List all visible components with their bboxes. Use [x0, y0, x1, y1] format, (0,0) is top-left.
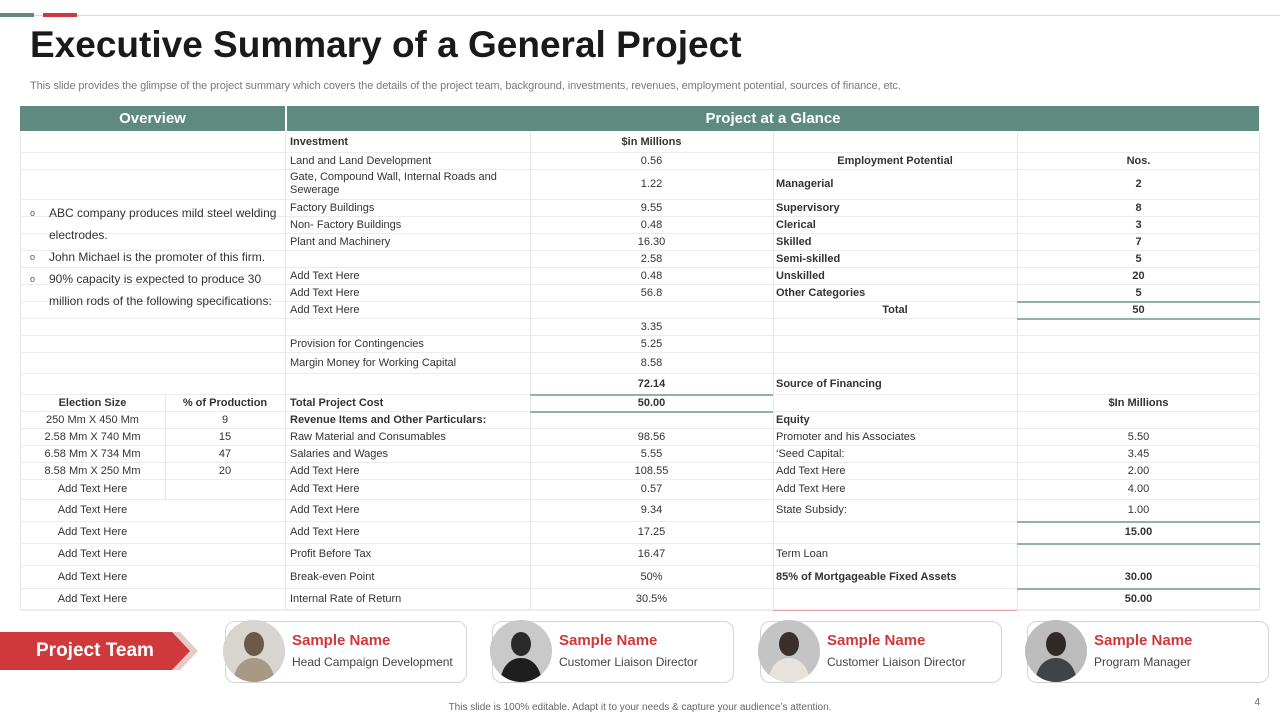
equity-label: Equity	[776, 413, 810, 426]
subtotal-rule	[530, 394, 773, 396]
employment-category: Other Categories	[776, 286, 866, 299]
employment-category: Supervisory	[776, 201, 840, 214]
grid-line	[285, 132, 286, 610]
revenue-value: 98.56	[637, 430, 666, 443]
table-bottom-rule	[20, 609, 1260, 610]
overview-bullet-text: 90% capacity is expected to produce 30 million rods of the following specifications:	[49, 272, 272, 308]
spec-size: 8.58 Mm X 250 Mm	[44, 464, 141, 477]
total-project-cost-value: 50.00	[637, 396, 666, 409]
team-member-role: Head Campaign Development	[292, 655, 453, 669]
equity-total-rule	[1017, 543, 1260, 545]
financing-grand-total: 50.00	[1124, 593, 1153, 605]
spec-size: Add Text Here	[57, 504, 128, 516]
page-subtitle: This slide provides the glimpse of the project summary which covers the details of the project team, background, investments, revenues, employment potential, sources of finance, etc.	[30, 80, 901, 92]
specs-header-production: % of Production	[182, 396, 268, 409]
overview-bullet-text: John Michael is the promoter of this firm.	[49, 250, 266, 264]
employment-category: Skilled	[776, 235, 812, 248]
team-member-name: Sample Name	[827, 632, 926, 649]
overview-bullet-text: ABC company produces mild steel welding electrodes.	[49, 206, 277, 242]
spec-size: Add Text Here	[57, 526, 128, 538]
team-member-avatar	[490, 620, 552, 682]
spec-size: 250 Mm X 450 Mm	[46, 413, 139, 426]
page-number: 4	[1254, 697, 1260, 708]
investment-item	[290, 318, 527, 335]
investment-value: 16.30	[637, 235, 666, 248]
revenue-item: Internal Rate of Return	[290, 593, 402, 605]
spec-production: 20	[218, 464, 232, 477]
revenue-item: Break-even Point	[290, 570, 375, 583]
spec-size: 2.58 Mm X 740 Mm	[44, 430, 141, 443]
employment-count: 5	[1135, 252, 1142, 265]
spec-size: Add Text Here	[57, 593, 128, 605]
revenue-value: 50%	[640, 570, 663, 583]
team-member-avatar	[223, 620, 285, 682]
financing-value: 5.50	[1127, 430, 1150, 443]
employment-category: Semi-skilled	[776, 252, 841, 265]
revenue-item: Add Text Here	[290, 483, 360, 495]
revenue-item: Raw Material and Consumables	[290, 430, 446, 443]
investment-item: Gate, Compound Wall, Internal Roads and Sewerage	[290, 171, 497, 196]
grand-total-rule	[1017, 588, 1260, 590]
financing-value: 3.45	[1127, 447, 1150, 460]
spec-size: Add Text Here	[57, 483, 128, 495]
financing-item: Promoter and his Associates	[776, 430, 916, 443]
financing-unit-header: $In Millions	[1108, 396, 1169, 409]
revenue-item: Salaries and Wages	[290, 447, 389, 460]
top-line	[0, 15, 1280, 16]
bullet-icon: o	[30, 208, 36, 218]
investment-header: Investment	[290, 136, 349, 148]
investment-value: 2.58	[640, 252, 663, 265]
team-member-avatar	[758, 620, 820, 682]
employment-count: 8	[1135, 201, 1142, 214]
spec-production: 47	[218, 447, 232, 460]
financing-item: State Subsidy:	[776, 504, 847, 516]
employment-category: Managerial	[776, 178, 834, 190]
revenue-header: Revenue Items and Other Particulars:	[290, 413, 487, 426]
revenue-item: Add Text Here	[290, 526, 360, 538]
project-team-label: Project Team	[36, 640, 154, 661]
spec-size: Add Text Here	[57, 570, 128, 583]
employment-count: 7	[1135, 235, 1142, 248]
employment-unit-header: Nos.	[1126, 154, 1151, 167]
employment-total-rule	[1017, 301, 1260, 303]
bullet-icon: o	[30, 274, 36, 284]
investment-item: Provision for Contingencies	[290, 337, 424, 350]
employment-count: 2	[1135, 178, 1142, 190]
spec-production: 15	[218, 430, 232, 443]
revenue-value: 17.25	[637, 526, 666, 538]
person-photo-icon	[490, 620, 552, 682]
revenue-value: 30.5%	[635, 593, 668, 605]
bullet-icon: o	[30, 252, 36, 262]
total-project-cost-label: Total Project Cost	[290, 396, 384, 409]
team-member-role: Customer Liaison Director	[559, 655, 698, 669]
financing-value: 1.00	[1127, 504, 1150, 516]
investment-value: 3.35	[640, 320, 663, 333]
team-member-role: Customer Liaison Director	[827, 655, 966, 669]
financing-header: Source of Financing	[776, 377, 882, 390]
investment-item: Add Text Here	[290, 286, 360, 299]
top-accent-red	[43, 13, 77, 17]
mortgage-label: 85% of Mortgageable Fixed Assets	[776, 570, 957, 583]
investment-value: 9.55	[640, 201, 663, 214]
investment-unit-header: $in Millions	[621, 136, 682, 148]
team-member-name: Sample Name	[559, 632, 658, 649]
financing-value: 2.00	[1127, 464, 1150, 477]
revenue-item: Add Text Here	[290, 504, 360, 516]
spec-size: Add Text Here	[57, 548, 128, 560]
team-member-name: Sample Name	[1094, 632, 1193, 649]
financing-item: Add Text Here	[776, 483, 846, 495]
person-photo-icon	[1025, 620, 1087, 682]
spec-production: 9	[221, 413, 229, 426]
overview-bullet	[30, 268, 280, 312]
footer-text: This slide is 100% editable. Adapt it to your needs & capture your audience’s attention.	[448, 702, 832, 713]
employment-count: 3	[1135, 218, 1142, 231]
person-photo-icon	[758, 620, 820, 682]
person-photo-icon	[223, 620, 285, 682]
overview-bullet	[30, 202, 280, 246]
page-title: Executive Summary of a General Project	[30, 24, 742, 65]
mortgage-value: 30.00	[1124, 570, 1153, 583]
investment-item: Factory Buildings	[290, 201, 375, 214]
glance-header: Project at a Glance	[287, 106, 1259, 131]
subtotal-rule	[530, 411, 773, 413]
overview-header: Overview	[20, 106, 285, 131]
investment-value	[530, 301, 773, 318]
team-member-avatar	[1025, 620, 1087, 682]
employment-count: 5	[1135, 286, 1142, 299]
financing-value: 4.00	[1127, 483, 1150, 495]
financing-item: Add Text Here	[776, 464, 846, 477]
investment-value: 8.58	[640, 356, 663, 369]
employment-total-value: 50	[1132, 303, 1145, 316]
investment-item: Plant and Machinery	[290, 235, 391, 248]
team-member-name: Sample Name	[292, 632, 391, 649]
employment-category: Clerical	[776, 218, 816, 231]
revenue-value: 5.55	[640, 447, 663, 460]
investment-value: 56.8	[640, 286, 663, 299]
employment-total-rule	[1017, 318, 1260, 320]
investment-value: 0.56	[640, 154, 663, 167]
employment-category: Unskilled	[776, 269, 825, 282]
employment-header: Employment Potential	[837, 154, 953, 167]
investment-item: Add Text Here	[290, 269, 360, 282]
equity-total: 15.00	[1124, 526, 1153, 538]
equity-total-rule	[1017, 521, 1260, 523]
revenue-value: 0.57	[640, 483, 663, 495]
top-accent-teal	[0, 13, 34, 17]
investment-value: 5.25	[640, 337, 663, 350]
revenue-value: 16.47	[637, 548, 666, 560]
employment-total-label: Total	[882, 303, 908, 316]
spec-size: 6.58 Mm X 734 Mm	[44, 447, 141, 460]
team-member-role: Program Manager	[1094, 655, 1191, 669]
grid-line	[773, 132, 774, 610]
investment-value: 0.48	[640, 269, 663, 282]
investment-subtotal: 72.14	[637, 377, 666, 390]
grid-line	[20, 610, 1260, 611]
overview-bullet	[30, 246, 280, 268]
investment-item: Margin Money for Working Capital	[290, 356, 457, 369]
revenue-item: Add Text Here	[290, 464, 360, 477]
investment-value: 1.22	[640, 178, 663, 190]
revenue-item: Profit Before Tax	[290, 548, 372, 560]
investment-item: Add Text Here	[290, 303, 360, 316]
specs-header-size: Election Size	[58, 396, 127, 409]
investment-item	[290, 250, 527, 267]
financing-item: ‘Seed Capital:	[776, 447, 845, 460]
overview-list	[30, 202, 280, 312]
revenue-value: 108.55	[634, 464, 669, 477]
investment-item: Land and Land Development	[290, 154, 432, 167]
investment-item: Non- Factory Buildings	[290, 218, 402, 231]
employment-count: 20	[1132, 269, 1145, 282]
revenue-value: 9.34	[640, 504, 663, 516]
investment-value: 0.48	[640, 218, 663, 231]
term-loan-label: Term Loan	[776, 548, 828, 560]
